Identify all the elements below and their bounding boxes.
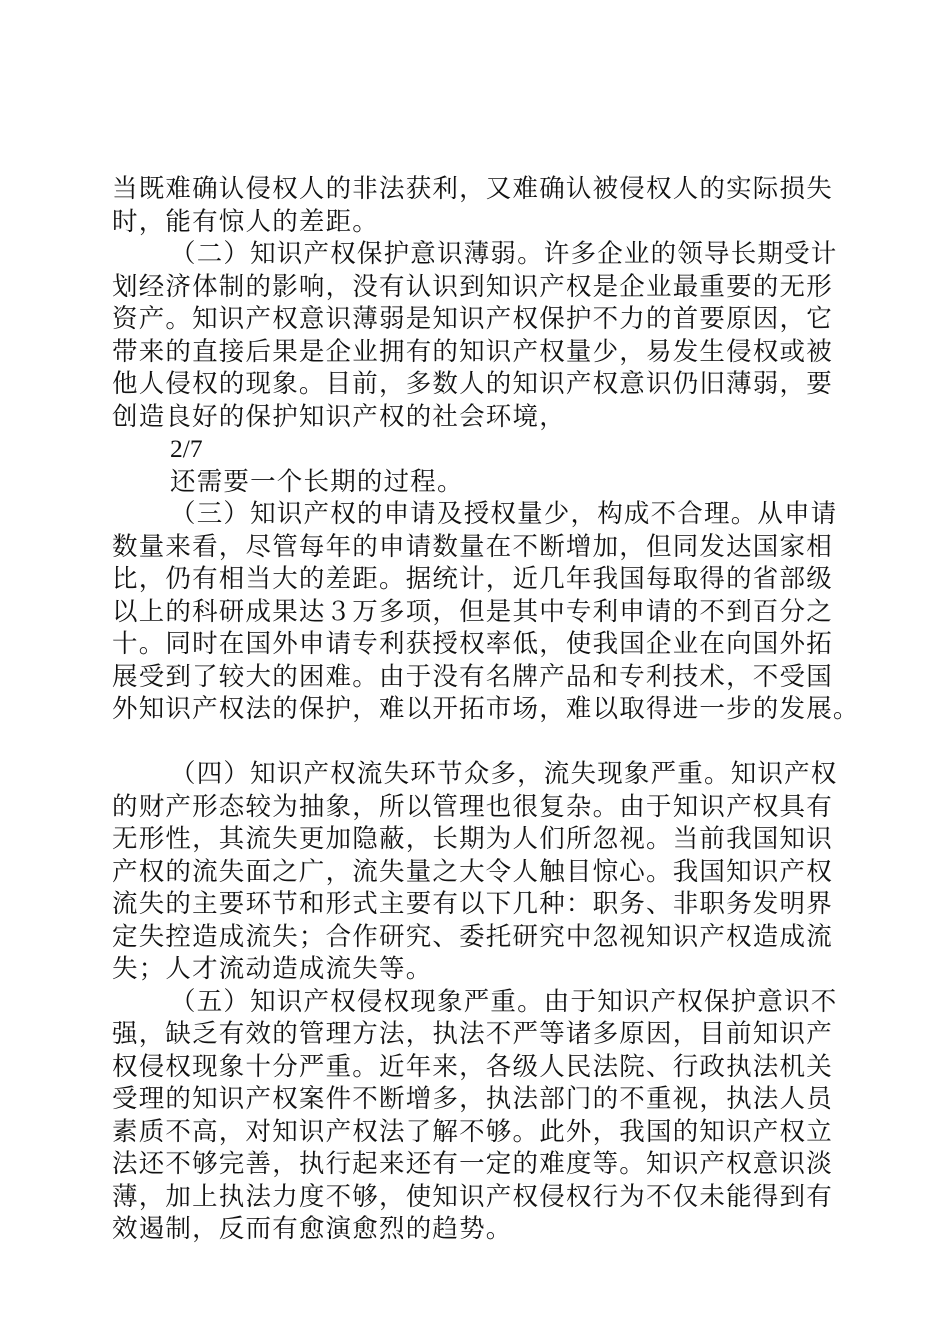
text-line: 定失控造成流失；合作研究、委托研究中忽视知识产权造成流	[112, 921, 833, 952]
text-line: 外知识产权法的保护，难以开拓市场，难以取得进一步的发展。	[112, 694, 860, 724]
text-line: 比，仍有相当大的差距。据统计，近几年我国每取得的省部级	[112, 564, 833, 594]
paragraph-heading-5: （五）知识产权侵权现象严重。由于知识产权保护意识不	[170, 986, 838, 1017]
paragraph-gap	[112, 726, 847, 759]
text-line: 十。同时在国外申请专利获授权率低，使我国企业在向国外拓	[112, 629, 833, 659]
text-line: 法还不够完善，执行起来还有一定的难度等。知识产权意识淡	[112, 1149, 833, 1179]
paragraph-heading-3: （三）知识产权的申请及授权量少，构成不合理。从申请	[170, 499, 838, 529]
text-line: 受理的知识产权案件不断增多，执法部门的不重视，执法人员	[112, 1084, 833, 1114]
text-line: 当既难确认侵权人的非法获利，又难确认被侵权人的实际损失	[112, 174, 833, 204]
text-line: 流失的主要环节和形式主要有以下几种：职务、非职务发明界	[112, 889, 833, 919]
text-line: 产权的流失面之广，流失量之大令人触目惊心。我国知识产权	[112, 856, 833, 887]
paragraph-heading-2: （二）知识产权保护意识薄弱。许多企业的领导长期受计	[170, 239, 838, 269]
text-line: 资产。知识产权意识薄弱是知识产权保护不力的首要原因，它	[112, 304, 833, 334]
text-line: 的财产形态较为抽象，所以管理也很复杂。由于知识产权具有	[112, 791, 833, 822]
text-line: 划经济体制的影响，没有认识到知识产权是企业最重要的无形	[112, 271, 833, 302]
text-line: 强，缺乏有效的管理方法，执法不严等诸多原因，目前知识产	[112, 1019, 833, 1049]
paragraph-heading-4: （四）知识产权流失环节众多，流失现象严重。知识产权	[170, 759, 838, 789]
text-line: 时，能有惊人的差距。	[112, 206, 380, 237]
text-line: 带来的直接后果是企业拥有的知识产权量少，易发生侵权或被	[112, 336, 833, 367]
document-body	[112, 173, 860, 1246]
text-line: 展受到了较大的困难。由于没有名牌产品和专利技术，不受国	[112, 661, 833, 692]
text-line: 失；人才流动造成流失等。	[112, 954, 433, 984]
text-line: 还需要一个长期的过程。	[170, 466, 464, 497]
page-number: 2/7	[170, 434, 203, 463]
text-line: 素质不高，对知识产权法了解不够。此外，我国的知识产权立	[112, 1116, 833, 1147]
text-line: 薄，加上执法力度不够，使知识产权侵权行为不仅未能得到有	[112, 1181, 833, 1212]
text-line: 无形性，其流失更加隐蔽，长期为人们所忽视。当前我国知识	[112, 824, 833, 854]
text-line: 数量来看，尽管每年的申请数量在不断增加，但同发达国家相	[112, 531, 833, 562]
text-line: 他人侵权的现象。目前，多数人的知识产权意识仍旧薄弱，要	[112, 369, 833, 399]
text-line: 权侵权现象十分严重。近年来，各级人民法院、行政执法机关	[112, 1051, 833, 1082]
text-line: 效遏制，反而有愈演愈烈的趋势。	[112, 1214, 513, 1244]
text-line: 以上的科研成果达３万多项，但是其中专利申请的不到百分之	[112, 596, 833, 627]
text-line: 创造良好的保护知识产权的社会环境，	[112, 401, 566, 432]
